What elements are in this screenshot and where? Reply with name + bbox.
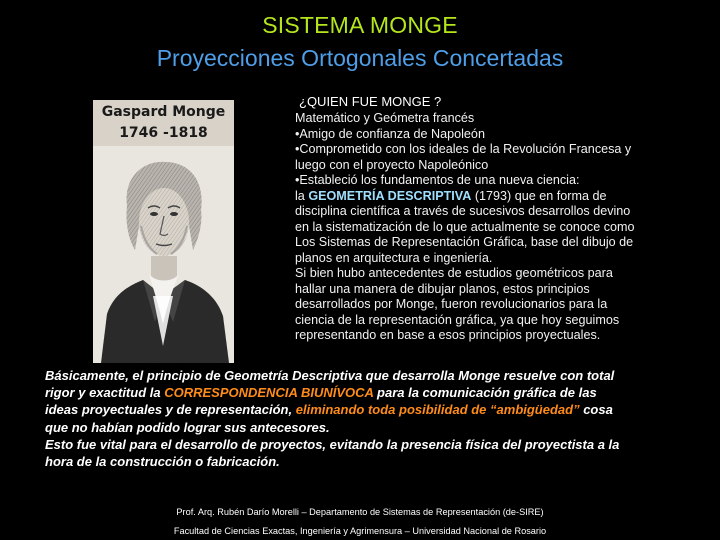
summary-line: hora de la construcción o fabricación. [45,454,280,470]
bio-line: •Amigo de confianza de Napoleón [295,126,485,141]
summary-line-part: ideas proyectuales y de representación, [45,402,296,418]
bio-line: disciplina científica a través de sucesivos desarrollos devino [295,204,631,218]
portrait-caption [93,100,234,146]
bio-text [295,111,685,344]
portrait-name: Gaspard Monge [101,104,226,120]
summary-line: Esto fue vital para el desarrollo de proyectos, evitando la presencia física del proyectista a la [45,436,620,452]
bio-line: •Comprometido con los ideales de la Revolución Francesa y [295,142,632,156]
summary-line [45,384,685,401]
summary-line-part: rigor y exactitud la [45,385,165,401]
summary-highlight-correspondencia: CORRESPONDENCIA BIUNÍVOCA [164,385,374,401]
bio-line: desarrollados por Monge, fueron revolucionarios para la [295,297,608,311]
bio-line: representando en base a esos principios proyectuales. [295,328,601,342]
portrait-dates: 1746 -1818 [119,125,208,141]
summary-line [45,401,685,418]
page-title: SISTEMA MONGE [262,12,458,38]
page-subtitle: Proyecciones Ortogonales Concertadas [156,45,564,71]
bio-line: Los Sistemas de Representación Gráfica, base del dibujo de [295,235,634,249]
bio-line: luego con el proyecto Napoleónico [295,157,489,172]
bio-line: Si bien hubo antecedentes de estudios geométricos para [295,266,613,280]
bio-line: en la sistematización de lo que actualmente se conoce como [295,219,635,234]
bio-line: planos en arquitectura e ingeniería. [295,250,493,265]
bio-line: Matemático y Geómetra francés [295,111,475,125]
bio-line-part: (1793) que en forma de [471,188,607,203]
bio-emphasis-geometria-descriptiva: GEOMETRÍA DESCRIPTIVA [308,188,472,203]
summary-line: que no habían podido lograr sus antecesores. [45,419,330,435]
bio-line: •Estableció los fundamentos de una nueva ciencia: [295,173,580,187]
summary-paragraph [45,367,685,470]
monge-portrait [93,146,234,363]
footer-author: Prof. Arq. Rubén Darío Morelli – Departamento de Sistemas de Representación (de-SIRE) [176,507,544,517]
bio-heading: ¿QUIEN FUE MONGE ? [299,94,442,109]
bio-line [295,189,685,205]
bio-line: ciencia de la representación gráfica, ya que hoy seguimos [295,312,620,327]
bio-line: hallar una manera de dibujar planos, estos principios [295,281,590,296]
summary-line: Básicamente, el principio de Geometría Descriptiva que desarrolla Monge resuelve con total [45,368,615,383]
summary-line-part: cosa [579,402,613,418]
footer-institution: Facultad de Ciencias Exactas, Ingeniería y Agrimensura – Universidad Nacional de Rosario [173,526,547,536]
portrait-engraving-image [93,146,234,363]
summary-line-part: para la comunicación gráfica de las [373,385,597,401]
bio-line-part: la [295,188,309,203]
summary-highlight-ambiguedad: eliminando toda posibilidad de “ambigüedad” [295,402,580,418]
